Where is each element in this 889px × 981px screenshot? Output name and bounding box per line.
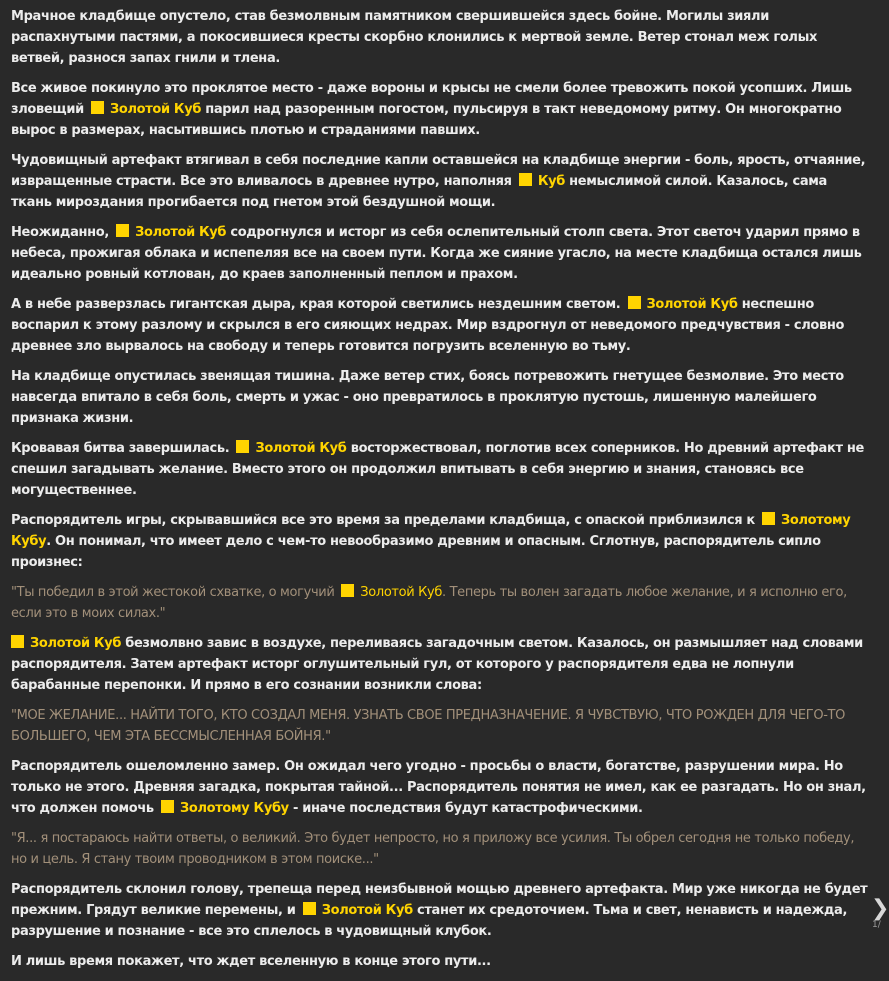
golden-cube-mention: Золотой Куб <box>646 297 738 312</box>
yellow-square-icon <box>762 512 775 525</box>
story-paragraph <box>11 633 871 696</box>
story-paragraph <box>11 366 871 429</box>
text-segment: безмолвно завис в воздухе, переливаясь загадочным светом. Казалось, он размышляет над словами распорядителя. Затем артефакт исторг оглушительный гул, от которого у распорядителя едва не лопнули барабанные перепонки. И прямо в его сознании возникли слова: <box>11 636 863 693</box>
yellow-square-icon <box>341 584 354 597</box>
text-segment: . Он понимал, что имеет дело с чем-то невообразимо древним и опасным. Сглотнув, распорядитель сипло произнес: <box>11 534 821 570</box>
yellow-square-icon <box>519 173 532 186</box>
speech-paragraph <box>11 705 871 747</box>
text-segment: Кровавая битва завершилась. <box>11 441 234 456</box>
story-paragraph <box>11 294 871 357</box>
text-segment: парил над разоренным погостом, пульсируя в такт неведомому ритму. Он многократно вырос в размерах, насытившись плотью и страданиями павших. <box>11 102 842 138</box>
text-segment: Неожиданно, <box>11 225 114 240</box>
text-segment: немыслимой силой. Казалось, сама ткань мироздания прогибается под гнетом этой бездушной мощи. <box>11 174 827 210</box>
text-segment: А в небе разверзлась гигантская дыра, края которой светились нездешним светом. <box>11 297 625 312</box>
golden-cube-mention: Золотой Куб <box>360 585 443 600</box>
text-segment: "Я... я постараюсь найти ответы, о великий. Это будет непросто, но я приложу все усилия. Ты обрел сегодня не только победу, но и цель. Я стану твоим проводником в этом поиске..." <box>11 831 855 867</box>
text-segment: На кладбище опустилась звенящая тишина. Даже ветер стих, боясь потревожить гнетущее безмолвие. Это место навсегда впитало в себя боль, смерть и ужас - оно превратилось в проклятую пустошь, лишенную малейшего признака жизни. <box>11 369 844 426</box>
story-paragraph <box>11 150 871 213</box>
text-segment: Распорядитель ошеломленно замер. Он ожидал чего угодно - просьбы о власти, богатстве, разрушении мира. Но только не этого. Древняя загадка, покрытая тайной... Распорядитель понятия не имел, как ее разгадать. Но он знал, что должен помочь <box>11 759 866 816</box>
story-paragraph <box>11 756 871 819</box>
story-paragraph <box>11 78 871 141</box>
speech-paragraph <box>11 582 871 624</box>
story-paragraph <box>11 6 871 69</box>
text-segment: . Теперь ты волен загадать любое желание, и я исполню его, если это в моих силах." <box>11 585 847 621</box>
yellow-square-icon <box>236 440 249 453</box>
yellow-square-icon <box>628 296 641 309</box>
golden-cube-mention: Золотой Куб <box>110 102 202 117</box>
text-segment: Чудовищный артефакт втягивал в себя последние капли оставшейся на кладбище энергии - боль, ярость, отчаяние, извращенные страсти. Все это вливалось в древнее нутро, наполняя <box>11 153 866 189</box>
text-segment: станет их средоточием. Тьма и свет, ненависть и надежда, разрушение и познание - все это сплелось в чудовищный клубок. <box>11 903 848 939</box>
golden-cube-mention: Золотому Кубу <box>11 513 851 549</box>
text-segment: - иначе последствия будут катастрофическими. <box>288 801 643 816</box>
yellow-square-icon <box>161 800 174 813</box>
yellow-square-icon <box>11 635 24 648</box>
text-segment: неспешно воспарил к этому разлому и скрылся в его сияющих недрах. Мир вздрогнул от неведомого предчувствия - словно древнее зло вырвалось на свободу и теперь готовится погрузить вселенную во тьму. <box>11 297 845 354</box>
golden-cube-mention: Золотой Куб <box>255 441 347 456</box>
story-paragraph <box>11 222 871 285</box>
golden-cube-mention: Золотой Куб <box>321 903 413 918</box>
golden-cube-mention: Золотой Куб <box>30 636 122 651</box>
page-counter: 1/ <box>872 920 881 930</box>
text-segment: Распорядитель игры, скрывавшийся все это время за пределами кладбища, с опаской приблизился к <box>11 513 760 528</box>
yellow-square-icon <box>116 224 129 237</box>
text-segment: "Ты победил в этой жестокой схватке, о могучий <box>11 585 339 600</box>
text-segment: Все живое покинуло это проклятое место - даже вороны и крысы не смели более тревожить покой усопших. Лишь зловещий <box>11 81 852 117</box>
story-paragraph <box>11 879 871 942</box>
next-arrow-icon[interactable]: ❯ <box>871 896 889 921</box>
yellow-square-icon <box>303 902 316 915</box>
golden-cube-mention: Золотой Куб <box>135 225 227 240</box>
yellow-square-icon <box>91 101 104 114</box>
text-segment: Распорядитель склонил голову, трепеща перед неизбывной мощью древнего артефакта. Мир уже никогда не будет прежним. Грядут великие перемены, и <box>11 882 868 918</box>
story-text <box>11 6 871 981</box>
text-segment: "МОЕ ЖЕЛАНИЕ... НАЙТИ ТОГО, КТО СОЗДАЛ МЕНЯ. УЗНАТЬ СВОЕ ПРЕДНАЗНАЧЕНИЕ. Я ЧУВСТВУЮ, ЧТО РОЖДЕН ДЛЯ ЧЕГО-ТО БОЛЬШЕГО, ЧЕМ ЭТА БЕССМЫСЛЕННАЯ БОЙНЯ." <box>11 708 846 744</box>
story-paragraph <box>11 951 871 972</box>
story-paragraph <box>11 510 871 573</box>
golden-cube-mention: Золотому Кубу <box>179 801 289 816</box>
speech-paragraph <box>11 828 871 870</box>
text-segment: содрогнулся и исторг из себя ослепительный столп света. Этот светоч ударил прямо в небеса, прожигая облака и испепеляя все на своем пути. Когда же сияние угасло, на месте кладбища остался лишь идеально ровный котлован, до краев заполненный пеплом и прахом. <box>11 225 862 282</box>
text-segment: Мрачное кладбище опустело, став безмолвным памятником свершившейся здесь бойне. Могилы зияли распахнутыми пастями, а покосившиеся кресты скорбно клонились к мертвой земле. Ветер стонал меж голых ветвей, разнося запах гнили и тлена. <box>11 9 818 66</box>
golden-cube-mention: Куб <box>537 174 565 189</box>
text-segment: И лишь время покажет, что ждет вселенную в конце этого пути... <box>11 954 491 969</box>
text-segment: восторжествовал, поглотив всех соперников. Но древний артефакт не спешил загадывать желание. Вместо этого он продолжил впитывать в себя энергию и знания, становясь все могущественнее. <box>11 441 864 498</box>
story-paragraph <box>11 438 871 501</box>
